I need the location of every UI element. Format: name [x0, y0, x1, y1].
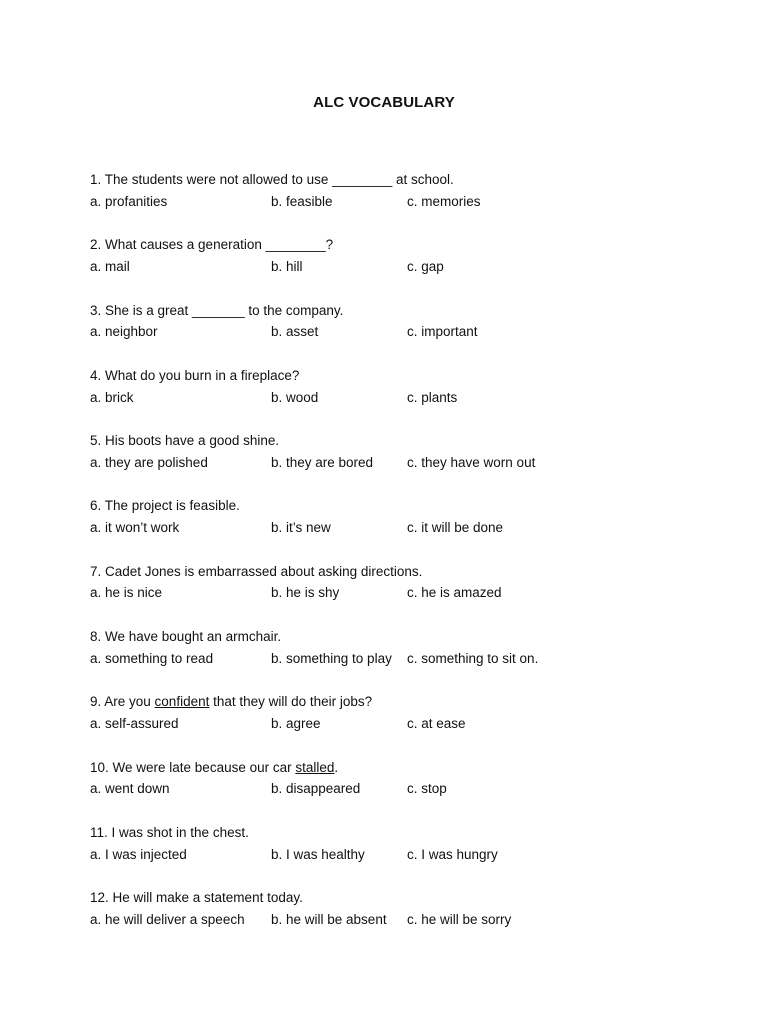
option-a: a. he is nice [90, 585, 163, 601]
question-text [90, 234, 690, 256]
question-text-before: 1. The students were not allowed to use ________ at school. [90, 172, 454, 187]
option-a: a. mail [90, 258, 130, 274]
answer-options [90, 844, 690, 866]
question-list [90, 169, 690, 953]
option-b: b. asset [271, 324, 319, 340]
option-a: a. went down [90, 781, 170, 797]
option-a: a. self-assured [90, 716, 179, 732]
question-text-before: 12. He will make a statement today. [90, 890, 303, 906]
option-a: a. brick [90, 389, 134, 405]
question-underlined-word: confident [154, 694, 210, 710]
question-text [90, 626, 690, 648]
option-b: b. wood [271, 389, 319, 405]
answer-options [90, 517, 690, 539]
answer-options [90, 778, 690, 800]
option-b: b. agree [271, 716, 321, 732]
question-text [90, 300, 690, 322]
question-text [90, 495, 690, 517]
question-text-before: 6. The project is feasible. [90, 498, 240, 514]
option-b: b. something to play [271, 650, 392, 666]
question-11 [90, 822, 690, 887]
option-b: b. disappeared [271, 781, 361, 797]
answer-options [90, 256, 690, 278]
question-underlined-word: stalled [295, 759, 335, 775]
option-a: a. he will deliver a speech [90, 911, 245, 927]
question-9 [90, 691, 690, 756]
option-b: b. hill [271, 258, 303, 274]
question-text [90, 561, 690, 583]
question-4 [90, 365, 690, 430]
question-text [90, 169, 690, 191]
answer-options [90, 452, 690, 474]
question-text [90, 430, 690, 452]
page-title: ALC VOCABULARY [313, 94, 455, 111]
option-c: c. at ease [407, 716, 466, 732]
question-text-before: 2. What causes a generation ________? [90, 237, 334, 253]
option-a: a. they are polished [90, 454, 208, 470]
option-b: b. it’s new [271, 520, 331, 536]
answer-options [90, 909, 690, 931]
option-c: c. he is amazed [407, 585, 502, 601]
option-c: c. they have worn out [407, 454, 536, 470]
answer-options [90, 582, 690, 604]
option-c: c. I was hungry [407, 846, 498, 862]
question-8 [90, 626, 690, 691]
question-text [90, 757, 690, 779]
option-c: c. something to sit on. [407, 650, 539, 666]
answer-options [90, 321, 690, 343]
question-1 [90, 169, 690, 234]
question-12 [90, 887, 690, 952]
option-b: b. they are bored [271, 454, 374, 470]
option-a: a. neighbor [90, 324, 158, 340]
option-b: b. feasible [271, 193, 333, 209]
option-c: c. gap [407, 258, 444, 274]
option-a: a. I was injected [90, 846, 187, 862]
answer-options [90, 387, 690, 409]
question-5 [90, 430, 690, 495]
option-b: b. I was healthy [271, 846, 365, 862]
question-text-before: 8. We have bought an armchair. [90, 629, 282, 645]
question-text-before: 10. We were late because our car [90, 759, 296, 775]
question-6 [90, 495, 690, 560]
answer-options [90, 191, 690, 213]
question-text [90, 822, 690, 844]
question-text-before: 3. She is a great _______ to the company. [90, 302, 344, 318]
option-c: c. he will be sorry [407, 911, 512, 927]
option-a: a. something to read [90, 650, 214, 666]
question-text-before: 4. What do you burn in a fireplace? [90, 367, 300, 383]
question-10 [90, 757, 690, 822]
option-c: c. stop [407, 781, 447, 797]
option-c: c. important [407, 324, 478, 340]
option-b: b. he is shy [271, 585, 340, 601]
question-7 [90, 561, 690, 626]
question-text-before: 7. Cadet Jones is embarrassed about asking directions. [90, 563, 423, 579]
question-text-before: 5. His boots have a good shine. [90, 433, 280, 449]
option-c: c. memories [407, 193, 481, 209]
option-c: c. plants [407, 389, 458, 405]
question-text [90, 887, 690, 909]
option-c: c. it will be done [407, 520, 504, 536]
question-text [90, 691, 690, 713]
option-a: a. profanities [90, 193, 168, 209]
question-text-before: 9. Are you [90, 694, 155, 710]
option-b: b. he will be absent [271, 911, 387, 927]
question-text [90, 365, 690, 387]
question-2 [90, 234, 690, 299]
question-text-after: that they will do their jobs? [209, 694, 373, 710]
answer-options [90, 713, 690, 735]
question-text-before: 11. I was shot in the chest. [90, 824, 249, 840]
answer-options [90, 648, 690, 670]
question-3 [90, 300, 690, 365]
question-text-after: . [334, 759, 339, 775]
option-a: a. it won’t work [90, 520, 180, 536]
